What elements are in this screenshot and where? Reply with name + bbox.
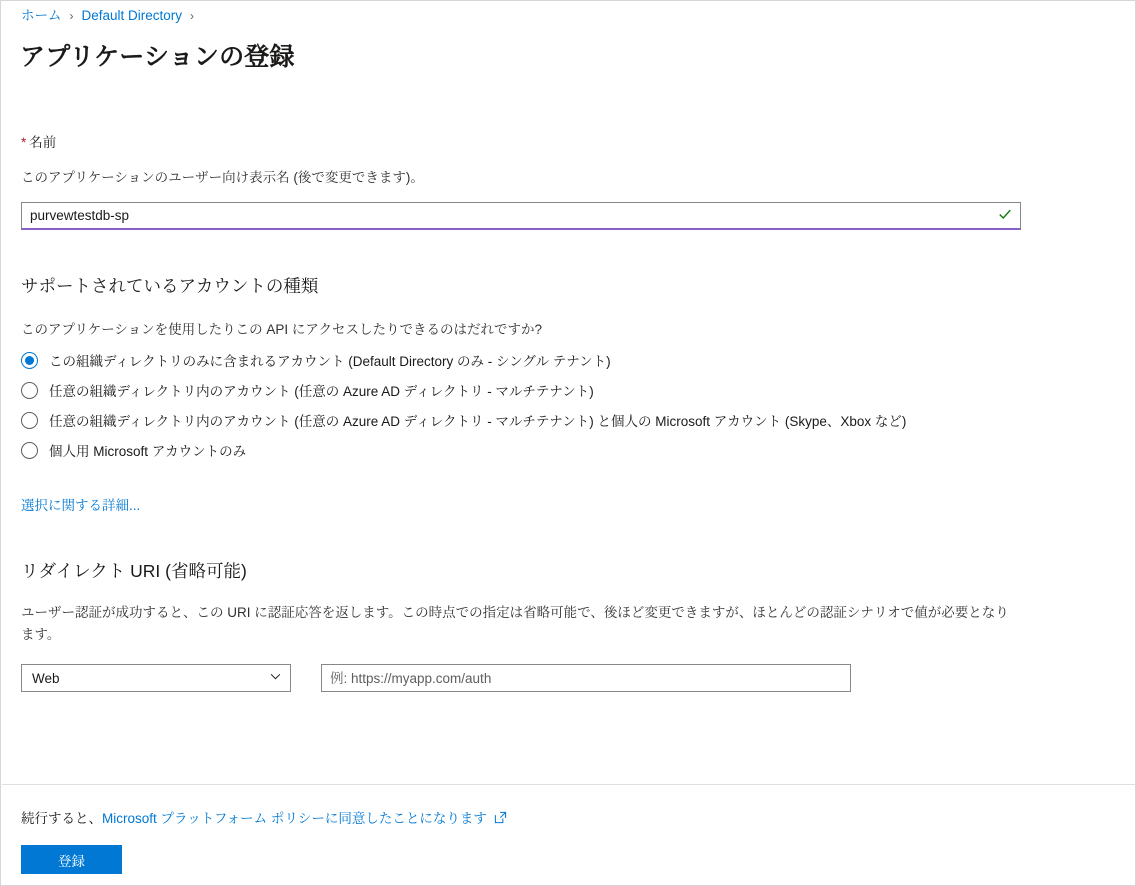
redirect-uri-input[interactable] — [321, 664, 851, 692]
redirect-uri-heading: リダイレクト URI (省略可能) — [21, 561, 247, 581]
radio-label: この組織ディレクトリのみに含まれるアカウント (Default Directory のみ - シングル テナント) — [49, 354, 611, 369]
breadcrumb-item-home[interactable]: ホーム — [21, 8, 62, 23]
radio-label: 個人用 Microsoft アカウントのみ — [49, 444, 247, 459]
redirect-uri-description: ユーザー認証が成功すると、この URI に認証応答を返します。この時点での指定は省略可能で、後ほど変更できますが、ほとんどの認証シナリオで値が必要となります。 — [21, 605, 1009, 642]
chevron-down-icon — [270, 673, 281, 680]
name-label-text: 名前 — [29, 135, 57, 150]
breadcrumb-separator-icon-2: › — [190, 9, 195, 23]
account-types-help-link[interactable]: 選択に関する詳細... — [21, 498, 141, 513]
redirect-uri-row — [21, 664, 1115, 692]
page-title: アプリケーションの登録 — [20, 43, 295, 71]
consent-prefix: 続行すると、 — [21, 811, 102, 826]
breadcrumb-separator-icon: › — [69, 9, 74, 23]
account-types-radio-group — [21, 352, 1115, 461]
radio-indicator — [21, 412, 38, 429]
platform-select-wrap — [21, 664, 291, 692]
radio-single-tenant[interactable] — [21, 352, 1115, 371]
breadcrumb-item-default-directory[interactable]: Default Directory — [81, 8, 183, 23]
account-types-description: このアプリケーションを使用したりこの API にアクセスしたりできるのはだれですか? — [21, 322, 543, 337]
radio-personal-only[interactable] — [21, 442, 1115, 461]
name-field-description: このアプリケーションのユーザー向け表示名 (後で変更できます)。 — [21, 170, 424, 185]
radio-indicator — [21, 442, 38, 459]
radio-multitenant[interactable] — [21, 382, 1115, 401]
external-link-icon[interactable] — [494, 811, 507, 824]
form-content — [1, 101, 1135, 786]
radio-label: 任意の組織ディレクトリ内のアカウント (任意の Azure AD ディレクトリ - マルチテナント) と個人の Microsoft アカウント (Skype、Xbox など) — [49, 414, 907, 429]
register-button[interactable]: 登録 — [21, 845, 122, 874]
platform-policy-link[interactable]: Microsoft プラットフォーム ポリシーに同意したことになります — [102, 811, 487, 826]
platform-select-value: Web — [32, 670, 60, 686]
consent-text — [21, 807, 507, 827]
radio-multitenant-and-personal[interactable] — [21, 412, 1115, 431]
platform-select[interactable] — [21, 664, 291, 692]
account-types-heading: サポートされているアカウントの種類 — [21, 276, 319, 296]
radio-indicator — [21, 352, 38, 369]
radio-label: 任意の組織ディレクトリ内のアカウント (任意の Azure AD ディレクトリ - マルチテナント) — [49, 384, 594, 399]
name-input[interactable] — [21, 202, 1021, 230]
name-field-label — [21, 131, 1115, 151]
radio-indicator — [21, 382, 38, 399]
breadcrumb — [21, 7, 202, 25]
footer-bar — [2, 784, 1136, 884]
required-marker: * — [21, 135, 27, 150]
name-input-wrap — [21, 202, 1021, 230]
